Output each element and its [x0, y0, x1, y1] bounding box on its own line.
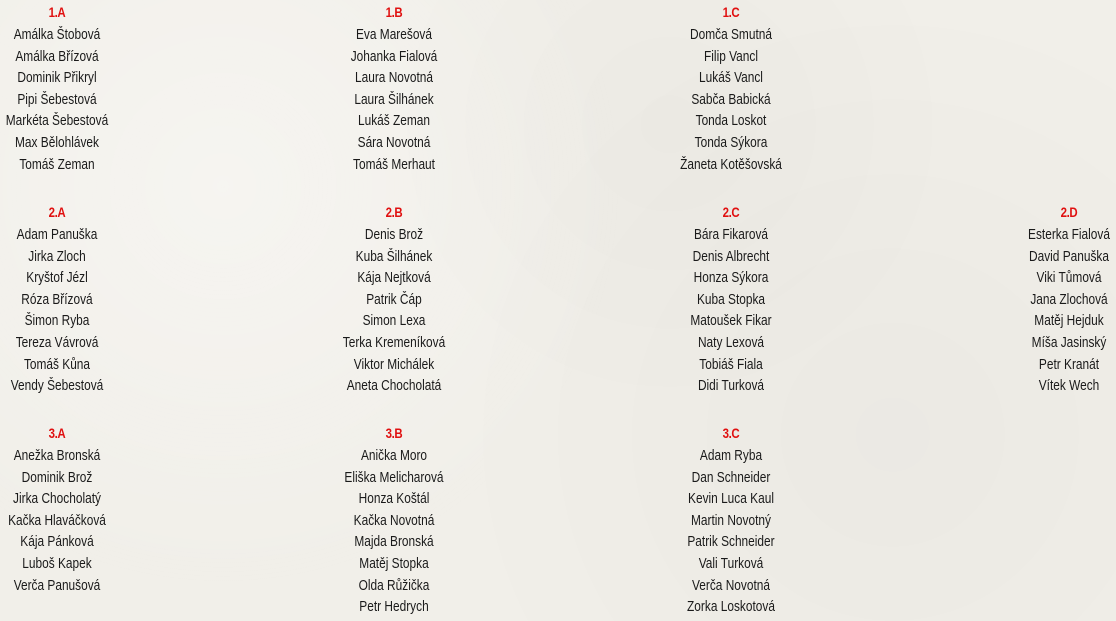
student-name: Naty Lexová	[697, 334, 765, 351]
student-name: Filip Vancl	[704, 48, 758, 65]
class-title: 2.A	[48, 204, 66, 220]
student-name: Vali Turková	[698, 555, 764, 572]
student-name: Bára Fikarová	[693, 227, 769, 243]
student-name: Tomáš Zeman	[19, 156, 95, 173]
student-name: Markéta Šebestová	[5, 113, 109, 130]
student-name: Zorka Loskotová	[687, 599, 775, 616]
student-name: Kačka Novotná	[353, 512, 435, 529]
student-name: Honza Koštál	[358, 491, 430, 508]
student-name: Matoušek Fikar	[690, 313, 772, 330]
class-block-1c	[661, 4, 801, 176]
class-block-3a	[0, 425, 127, 597]
student-name: Vítek Wech	[1038, 378, 1100, 395]
student-name: Laura Novotná	[354, 70, 434, 87]
student-name: Tonda Loskot	[695, 113, 767, 130]
class-block-2a	[0, 204, 127, 398]
class-block-2b	[324, 204, 464, 398]
student-name: Dominik Brož	[21, 469, 93, 486]
student-name: Tobiáš Fiala	[699, 356, 763, 373]
class-title: 1.A	[48, 4, 66, 20]
student-name: Verča Panušová	[13, 577, 101, 594]
class-block-3c	[661, 425, 801, 619]
student-name: Honza Sýkora	[693, 270, 769, 287]
student-name: Amálka Břízová	[15, 48, 99, 65]
student-name: Laura Šilhánek	[354, 91, 434, 108]
student-name: Anička Moro	[360, 448, 428, 464]
student-name: Žaneta Kotěšovská	[680, 156, 782, 173]
student-name: Viki Tůmová	[1036, 270, 1102, 287]
student-name: Simon Lexa	[362, 313, 426, 330]
student-name: Kuba Šilhánek	[355, 248, 433, 265]
student-name: Sabča Babická	[691, 91, 771, 108]
class-title: 3.A	[48, 425, 66, 441]
student-name: Terka Kremeníková	[342, 334, 446, 351]
class-title: 3.C	[722, 425, 740, 441]
student-name: Didi Turková	[697, 378, 765, 395]
student-name: Vendy Šebestová	[10, 378, 104, 395]
student-name: Kevin Luca Kaul	[688, 491, 774, 508]
student-name: Jirka Chocholatý	[13, 491, 101, 508]
student-name: Pipi Šebestová	[17, 91, 97, 108]
student-name: Esterka Fialová	[1028, 227, 1110, 243]
student-name: Amálka Štobová	[13, 27, 101, 43]
student-name: Anežka Bronská	[13, 448, 101, 464]
student-name: Kryštof Jézl	[26, 270, 88, 287]
student-name: Šimon Ryba	[24, 313, 90, 330]
student-name: Tonda Sýkora	[694, 134, 768, 151]
student-name: Jana Zlochová	[1030, 291, 1108, 308]
class-block-3b	[324, 425, 464, 619]
student-name: Dan Schneider	[691, 469, 771, 486]
student-name: Jirka Zloch	[28, 248, 86, 265]
student-name: Olda Růžička	[358, 577, 430, 594]
class-title: 3.B	[385, 425, 403, 441]
student-name: Denis Albrecht	[692, 248, 770, 265]
student-name: Kačka Hlaváčková	[8, 512, 106, 529]
class-title: 2.B	[385, 204, 403, 220]
student-name: Adam Ryba	[699, 448, 763, 464]
student-name: Viktor Michálek	[353, 356, 435, 373]
student-name: Denis Brož	[364, 227, 424, 243]
class-title: 2.C	[722, 204, 740, 220]
student-name: Tereza Vávrová	[15, 334, 99, 351]
student-name: Luboš Kapek	[22, 555, 92, 572]
class-block-2d	[999, 204, 1116, 398]
student-name: Johanka Fialová	[350, 48, 438, 65]
class-title: 1.B	[385, 4, 403, 20]
student-name: Míša Jasinský	[1031, 334, 1107, 351]
student-name: Sára Novotná	[357, 134, 431, 151]
student-name: Majda Bronská	[354, 534, 434, 551]
class-block-2c	[661, 204, 801, 398]
class-title: 1.C	[722, 4, 740, 20]
student-name: Lukáš Vancl	[699, 70, 763, 87]
student-name: Max Bělohlávek	[15, 134, 99, 151]
student-name: Domča Smutná	[690, 27, 772, 43]
student-name: Martin Novotný	[691, 512, 771, 529]
student-name: Patrik Schneider	[687, 534, 775, 551]
student-name: Róza Břízová	[21, 291, 93, 308]
student-name: Kuba Stopka	[696, 291, 766, 308]
student-name: Aneta Chocholatá	[346, 378, 442, 395]
class-block-1b	[324, 4, 464, 176]
student-name: Tomáš Kůna	[23, 356, 91, 373]
student-name: Eliška Melicharová	[344, 469, 444, 486]
student-name: Matěj Stopka	[359, 555, 429, 572]
student-name: Tomáš Merhaut	[353, 156, 435, 173]
student-name: Petr Hedrych	[359, 599, 429, 616]
student-name: Dominik Přikryl	[17, 70, 97, 87]
student-name: Lukáš Zeman	[357, 113, 431, 130]
student-name: Patrik Čáp	[366, 291, 422, 308]
student-name: David Panuška	[1029, 248, 1109, 265]
student-name: Kája Nejtková	[357, 270, 431, 287]
student-name: Adam Panuška	[16, 227, 98, 243]
class-block-1a	[0, 4, 127, 176]
student-name: Matěj Hejduk	[1034, 313, 1104, 330]
student-name: Petr Kranát	[1038, 356, 1100, 373]
student-name: Eva Marešová	[355, 27, 433, 43]
class-title: 2.D	[1060, 204, 1078, 220]
student-name: Kája Pánková	[20, 534, 94, 551]
student-name: Verča Novotná	[691, 577, 771, 594]
